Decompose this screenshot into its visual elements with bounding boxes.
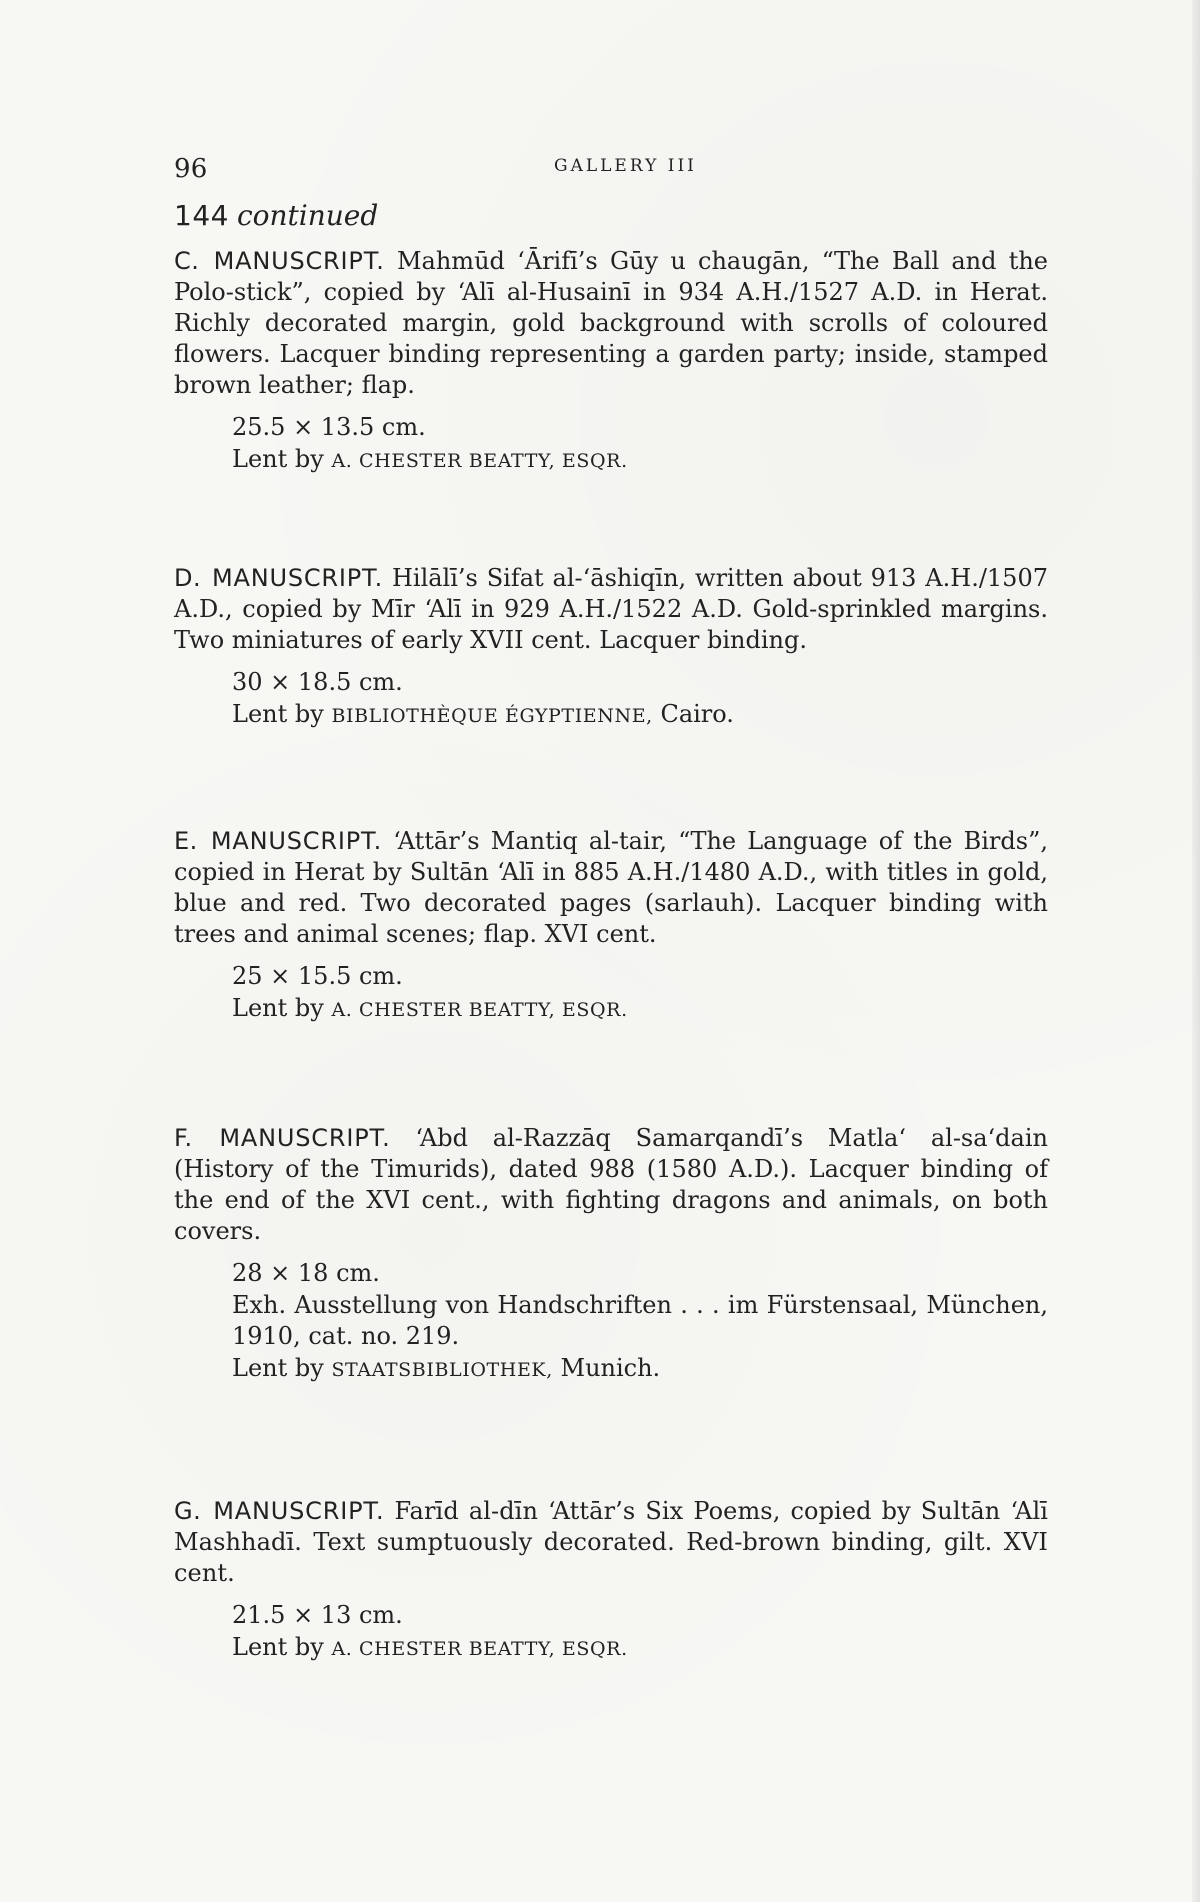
entry-dimensions-f: 28 × 18 cm. [232, 1259, 380, 1287]
page-number: 96 [174, 154, 208, 184]
entry-text-f: ‘Abd al-Razzāq Samarqandī’s Matla‘ al-sa‘dain (History of the Timurids), dated 988 (1580 A.D.). Lacquer binding of the end of the XVI cent., with fighting dragons and animals, on both covers. [174, 1124, 1048, 1245]
lent-prefix-d: Lent by [232, 700, 324, 728]
entry-description-f [174, 1123, 1048, 1247]
catalogue-entry-g [174, 1496, 1048, 1665]
entry-text-g: Farīd al-dīn ‘Attār’s Six Poems, copied by Sultān ‘Alī Mashhadī. Text sumptuously decorated. Red-brown binding, gilt. XVI cent. [174, 1497, 1049, 1587]
continued-heading [174, 201, 378, 232]
entry-lender-e [232, 993, 1048, 1026]
entry-text-e: ‘Attār’s Mantiq al-tair, “The Language of the Birds”, copied in Herat by Sultān ‘Alī in 885 A.H./1480 A.D., with titles in gold, blue and red. Two decorated pages (sarlauh). Lacquer binding with trees and animal scenes; flap. XVI cent. [174, 827, 1048, 948]
entry-title-g: MANUSCRIPT. [213, 1497, 385, 1525]
entry-dimensions-g: 21.5 × 13 cm. [232, 1601, 403, 1629]
continued-label: continued [236, 199, 379, 232]
entry-description-g [174, 1496, 1048, 1589]
entry-lender-f [232, 1353, 1048, 1386]
entry-letter-e: E. [174, 827, 198, 855]
lent-prefix-e: Lent by [232, 994, 324, 1022]
lender-name-c: A. CHESTER BEATTY, ESQR. [331, 450, 628, 472]
lent-prefix-f: Lent by [232, 1354, 324, 1382]
catalogue-entry-d [174, 563, 1048, 732]
lender-place-d: Cairo. [652, 700, 734, 728]
gallery-title: GALLERY III [554, 156, 697, 176]
entry-lender-d [232, 699, 1048, 732]
entry-title-f: MANUSCRIPT. [219, 1124, 391, 1152]
entry-dimensions-e: 25 × 15.5 cm. [232, 962, 403, 990]
lent-prefix-c: Lent by [232, 445, 324, 473]
lender-name-g: A. CHESTER BEATTY, ESQR. [331, 1638, 628, 1660]
entry-dimensions-d: 30 × 18.5 cm. [232, 668, 403, 696]
lender-place-f: Munich. [552, 1354, 661, 1382]
lender-name-d: BIBLIOTHÈQUE ÉGYPTIENNE, [331, 705, 653, 727]
entry-title-e: MANUSCRIPT. [210, 827, 383, 855]
entry-letter-d: D. [174, 564, 202, 592]
entry-letter-g: G. [174, 1497, 202, 1525]
entry-text-c: Mahmūd ‘Ārifī’s Gūy u chaugān, “The Ball and the Polo-stick”, copied by ‘Alī al-Husainī in 934 A.H./1527 A.D. in Herat. Richly decorated margin, gold background with scrolls of coloured flowers. Lacquer binding representing a garden party; inside, stamped brown leather; flap. [174, 247, 1049, 399]
catalogue-entry-c [174, 246, 1048, 477]
entry-letter-f: F. [174, 1124, 193, 1152]
entry-description-d [174, 563, 1048, 656]
catalogue-entry-f [174, 1123, 1048, 1386]
entry-exhibition-f: Exh. Ausstellung von Handschriften . . . im Fürstensaal, München, 1910, cat. no. 219. [232, 1291, 1048, 1350]
lender-name-e: A. CHESTER BEATTY, ESQR. [331, 999, 628, 1021]
entry-title-c: MANUSCRIPT. [213, 247, 385, 275]
page-header [174, 154, 794, 188]
entry-description-c [174, 246, 1048, 401]
entry-description-e [174, 826, 1048, 950]
continued-number: 144 [174, 199, 229, 232]
entry-text-d: Hilālī’s Sifat al-‘āshiqīn, written about 913 A.H./1507 A.D., copied by Mīr ‘Alī in 929 A.H./1522 A.D. Gold-sprinkled margins. Two miniatures of early XVII cent. Lacquer binding. [174, 564, 1048, 654]
entry-lender-c [232, 444, 1048, 477]
entry-lender-g [232, 1632, 1048, 1665]
catalogue-entry-e [174, 826, 1048, 1026]
lent-prefix-g: Lent by [232, 1633, 324, 1661]
entry-dimensions-c: 25.5 × 13.5 cm. [232, 413, 426, 441]
entry-letter-c: C. [174, 247, 200, 275]
entry-title-d: MANUSCRIPT. [211, 564, 384, 592]
lender-name-f: STAATSBIBLIOTHEK, [331, 1359, 553, 1381]
page-edge-shadow [1192, 0, 1200, 1902]
